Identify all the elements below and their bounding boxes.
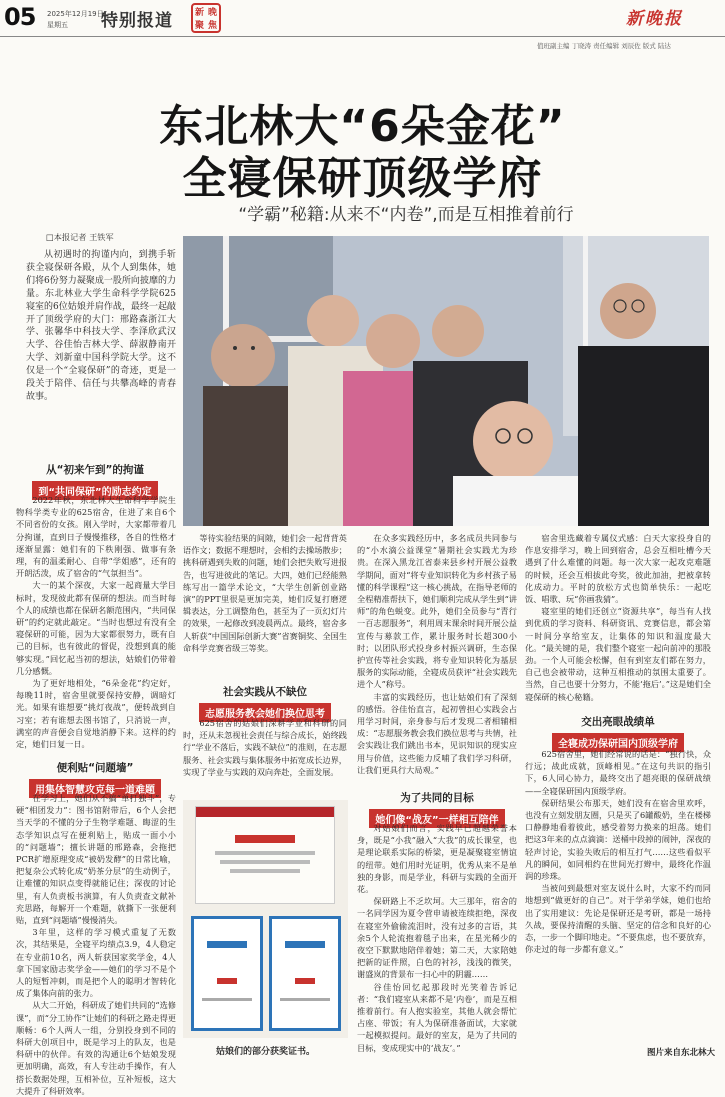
paragraph: 谷佳怡回忆起那段时光笑着告诉记者：“我们寝室从来都不是‘内卷’，而是互相推着前行。有人抱实验室，其他人就会帮忙占座、带饭；有人为保研准备面试，大家就一起模拟提问。最好的室友，是为了共同的目标，变成现实中的‘战友’。”	[357, 981, 517, 1053]
paragraph: 2022年秋，东北林大生命科学学院生物科学类专业的625宿舍，住进了来自6个不同省份的女孩。刚入学时，大家都带着几分拘谨，直到日子慢慢推移，各自的性格才逐渐显露：她们有的下秩刚强、做事有条理，有的温柔耐心、自带“学姐感”，还有的开朗活泼，成了宿舍的“气氛担当”。	[16, 495, 176, 579]
paragraph: 当被问到最想对室友说什么时，大家不约而同地想到“做更好的自己”。对于学弟学妹，她们也给出了实用建议：先论是保研还是考研，都是一场持久战，要保持清醒的头脑、坚定的信念和良好的心态，一步一个脚印地走。“不要焦虑，也不要放弃，你走过的每一步都有意义。”	[525, 883, 711, 955]
column-4-top	[525, 532, 711, 714]
section-5-title: 交出亮眼战绩单	[581, 716, 655, 728]
section-1-title: 从“初来乍到”的拘谨	[46, 464, 144, 476]
section-5-heading	[525, 714, 711, 752]
masthead-logo: 新晚报	[626, 9, 683, 29]
paragraph: 从大二开始，科研成了她们共同的“选修课”，而“分工协作”让她们的科研之路走得更顺畅：6个人两人一组，分别投身到不同的科研大创项目中，既是学习上的队友，也是科研中的伙伴。有效的沟通让6个姑娘发现更加明确，高效，有人专注动手操作，有人搭长数据处理，互相补位，互补短板，这大大提升了科研效率。	[16, 1000, 176, 1096]
paragraph: 3年里，这样的学习模式重复了无数次，其结果是，全寝平均绩点3.9，4人稳定在专业前10名，两人斩获国家奖学金，4人拿下国家励志奖学金——她们的学习不是个人的短暂冲刺，而是把个人的聪明才智转化成了集体向前的张力。	[16, 927, 176, 999]
column-1-top	[16, 494, 176, 750]
issue-date: 2025年12月19日	[47, 10, 104, 18]
section-5-banner: 全寝成功保研国内顶级学府	[552, 733, 684, 752]
column-1-bottom	[16, 792, 176, 1096]
paragraph: 对姑娘们而言，实践早已超越荣誉本身，既是“小我”融入“大我”的成长课堂，也是理论联系实际的桥梁，更是凝聚寝室情谊的纽带。她们用时光证明，优秀从来不是单独的身影，而是学业，科研与实践的全面开花。	[357, 823, 517, 895]
certificate-image	[195, 806, 335, 904]
certificates-photo	[183, 800, 348, 1038]
paragraph: 保研结果公布那天，她们没有在宿舍里欢呼，也没有立刻发朋友圈，只是买了6罐酸奶，坐在楼梯口静静地看着彼此，感受着努力换来的坦荡。她们把这3年来的点点滴滴：送桶中段掉的闹钟，深夜的轻声讨论，实验失败后的相互打气……这些看似平凡的瞬间，如同相约在世间光打辫中，最终化作温润的珍珠。	[525, 797, 711, 882]
paragraph: 在学习上，她们从不搞“单打独斗”，专硬“相团发力”：图书馆附带后，6个人会把当天学的不懂的分子生物学难题、晦涩的生态学知识点写在便利贴上，贴成一面小小的“问题墙”；擅长讲题的邢路森，会拖把PCR扩增原理变成“被奶发酵”的日常比喻，把复杂公式转化成“奶茶分层”的生动例子，让难懂的知识点变得就能记住；深夜的讨论里，有人负责板书演算，有人负责查文献补充思路，每解开一个难题，就撕下一张便利贴，直到“问题墙”慢慢消失。	[16, 793, 176, 926]
main-photo	[183, 236, 709, 526]
paragraph: 保研路上不乏坎坷。大三那年，宿舍的一名同学因为夏令营申请被连续拒绝，深夜在寝室外偷偷流泪时，没有过多的言语，其余5个人轮流抱着毯子出来，在星光稀少的夜空下默默地陪伴着她；第二天，大家陪她把新的证件照，白色的衬衫，浅浅的微笑，谢盛岚的背景布一扫心中的阴霾……	[357, 896, 517, 980]
certificate-image	[191, 916, 263, 1031]
section-3-title: 社会实践从不缺位	[223, 686, 307, 698]
photo-credit: 图片来自东北林大	[646, 1048, 715, 1058]
section-2-title: 便利贴“问题墙”	[56, 762, 134, 774]
certificate-image	[269, 916, 341, 1031]
paragraph: 丰富的实践经历，也让姑娘们有了深刻的感悟。谷佳怡直言，起初曾担心实践会占用学习时间，亲身参与后才发现二者相辅相成：“志愿服务教会我们换位思考与共情，社会实践让我们跳出书本，见识知识的现实应用与价值，这些能力反哺了我们学习科研，让我们更具行大局观。”	[357, 691, 517, 775]
editor-credits: 值班副主编 丁晓涛 责任编辑 刘辰佐 版式 陆达	[537, 42, 671, 50]
section-2-banner: 用集体智慧攻克每一道难题	[29, 779, 161, 798]
page-header	[0, 0, 725, 36]
headline-line-2: 全寝保研顶级学府	[182, 153, 543, 204]
column-3-bottom	[357, 822, 517, 1056]
section-title: 特别报道	[101, 11, 173, 31]
paragraph: 寝室里的她们还创立“资源共享”，每当有人找到优质的学习资料、科研资讯、竞赛信息，都会第一时间分享给室友，让集体的知识和温度最大化。“最关键的是，我们整个寝室一起向前冲的那股劲。一个人可能会松懈，但有到室友们都在努力，自己也会被带动，这种互相推动的氛围太重要了。当然，自己也要十分努力，不能‘拖后’。”这是她们全寝保研的核心秘籍。	[525, 606, 711, 702]
byline: □本报记者 王铁军	[46, 232, 114, 242]
column-3-top	[357, 532, 517, 788]
page-number: 05	[4, 3, 36, 31]
column-4-bottom	[525, 748, 711, 1042]
paragraph: 等待实验结果的间隙，她们会一起背背英语作文；数据不理想时，会相约去操场散步；挑科研遇到失败的问题，她们会把失败写进报告，也写进彼此的笔记。大四，她们已经能熟练写出一篇学术论文，“大学生创新创业路演”的PPT里很是更加完美，她们反复打磨逻辑表达，分工调整角色，甚至为了一页幻灯片的效果，一起修改到凌晨两点。最终，宿舍多人斩获“中国国际创新大赛”省赛铜奖、全国生命科学竞赛省级三等奖。	[183, 533, 347, 653]
paragraph: 大一的某个深夜，大家一起商量大学目标时，发现彼此都有保研的想法。而当时每个人的成绩也都在保研名额范围内，“共同保研”的约定就此敲定。“当时也想过有没有全寝保研的可能，因为大家都很努力，既有自己的目标，也有彼此的督促，没想到真的能够实现。”回忆起当初的想法，姑娘们仍带着几分感慨。	[16, 580, 176, 676]
section-4-title: 为了共同的目标	[400, 792, 474, 804]
header-rule	[0, 36, 725, 37]
headline-subtitle: “学霸”秘籍:从来不“内卷”,而是互相推着前行	[238, 205, 574, 225]
issue-weekday: 星期五	[47, 21, 68, 29]
section-4-banner: 她们像“战友”一样相互陪伴	[369, 809, 504, 828]
paragraph: 在众多实践经历中，多名成员共同参与的“小水滴公益课堂”暑期社会实践尤为珍贵。在深入黑龙江省泰来县乡村开展公益教学期间，面对“将专业知识转化为乡村孩子易懂的科学课程”这一核心挑战，在指导老师的全程精准帮扶下，她们顺利完成从学生到“讲师”的角色蜕变。此外，她们全员参与“青行一百志愿服务”，利用周末课余时间开展公益宣传与募款工作，累计服务时长超300小时；以团队形式投身乡村振兴调研，生态保护宣传等社会实践，将专业知识转化为基层服务的实际动能，全寝成员获评“社会实践先进个人”称号。	[357, 533, 517, 690]
column-2-top	[183, 532, 347, 680]
section-3-banner: 志愿服务教会她们换位思考	[199, 703, 331, 722]
paragraph: 625宿舍的姑娘们深耕学业和科研的同时，还从未忽视社会责任与综合成长，始终践行“学业不落后，实践不缺位”的准则，在志愿服务、社会实践与集体服务中拓宽成长边界，实现了学业与实践的双向奔赴，全面发展。	[183, 718, 347, 777]
paragraph: 为了更好地相处，“6朵金花”约定好，每晚11时，宿舍里就要保持安静，调暗灯光。如果有谁想要“挑灯夜战”，便转战到自习室；若有谁想去图书馆了，只消说一声，满室的声音便会自觉地消静下来。这样的约定，她们日复一日。	[16, 678, 176, 750]
headline-line-1: 东北林大“6朵金花”	[159, 101, 566, 152]
lead-paragraph: 从初遇时的拘谨内向，到携手斩获全寝保研各殿，从个人到集体，她们将6份努力凝聚成一股所向披靡的力量。东北林业大学生命科学学院625寝室的6位姑娘并肩作战，最终一起敲开了顶级学府的大门：邢路森浙江大学、张馨华中科技大学、李泽欣武汉大学、谷佳怡吉林大学、薛淑静南开大学、刘新童中国科学院大学。这不仅是一个“全寝保研”的奇迹，更是一段关于陪伴、信任与共攀高峰的青春故事。	[26, 250, 176, 402]
section-seal-icon: 新 晚 聚 焦	[191, 3, 221, 33]
section-1-banner: 到“共同保研”的励志约定	[32, 481, 157, 500]
paragraph: 宿舍里选藏着专属仪式感：白天大家投身自的作息安排学习，晚上回到宿舍，总会互相吐槽今天遇到了什么难懂的问题。每一次大家一起攻克难题的时候，还会互相拔此夸奖，彼此加油，把被拿转化成动力。平时的放松方式也简单快乐：一起吃饭、唱歌、玩“你画我猜”。	[525, 533, 711, 605]
paragraph: 625宿舍里，她们经常说的话是：“独行快，众行远；战此成就，顶峰相见。”在这句共识的指引下，6人同心协力，最终交出了超亮眼的保研战绩——全寝保研国内顶级学府。	[525, 749, 711, 796]
certificate-caption: 姑娘们的部分获奖证书。	[215, 1047, 315, 1057]
column-2-mid	[183, 717, 347, 797]
